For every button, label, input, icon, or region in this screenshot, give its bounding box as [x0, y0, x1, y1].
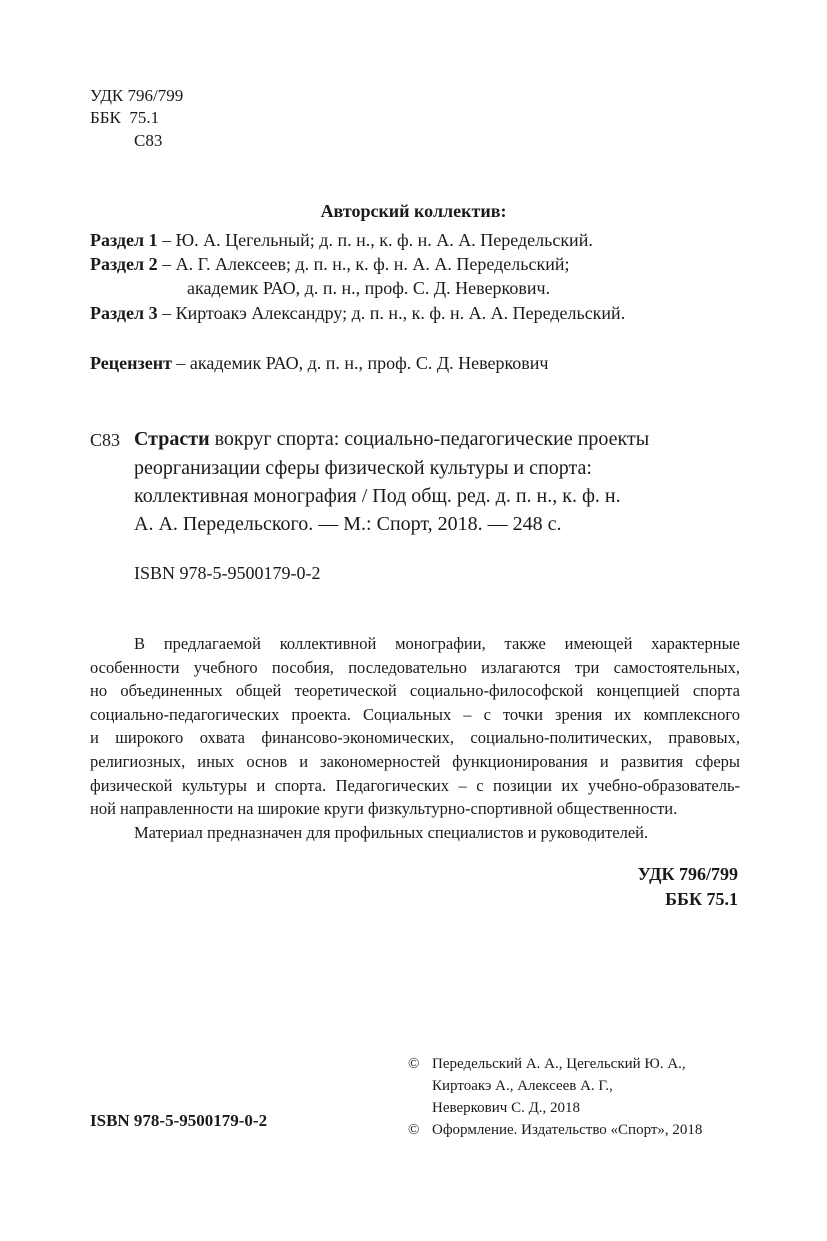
section-label: Раздел 3 — [90, 303, 158, 323]
annotation-line: но объединенных общей теоретической социально-философской концепцией спорта — [90, 681, 740, 701]
annotation-line: особенности учебного пособия, последовательно излагаются три самостоятельных, — [90, 657, 740, 677]
reviewer-text: – академик РАО, д. п. н., проф. С. Д. Неверкович — [171, 353, 549, 373]
copyright-line: Киртоакэ А., Алексеев А. Г., — [432, 1078, 613, 1094]
authors-title: Авторский коллектив: — [320, 201, 507, 221]
section-authors: – А. Г. Алексеев; д. п. н., к. ф. н. А. А. Передельский; — [157, 254, 570, 274]
copyright-symbol: © — [408, 1122, 420, 1138]
isbn: ISBN 978-5-9500179-0-2 — [134, 563, 321, 583]
copyright-line: Передельский А. А., Цегельский Ю. А., — [432, 1056, 686, 1072]
author-section-2 — [90, 252, 569, 276]
udk-code-right: УДК 796/799 — [637, 864, 738, 884]
annotation-line: и широкого охвата финансово-экономических, социально-политических, правовых, — [90, 728, 740, 748]
udk-code: УДК 796/799 — [90, 86, 184, 105]
annotation-line: физической культуры и спорта. Педагогических – с позиции их учебно-образователь- — [90, 775, 740, 795]
bib-line-1 — [134, 425, 649, 453]
annotation-line: В предлагаемой коллективной монографии, также имеющей характерные — [134, 634, 740, 653]
bib-line-3: коллективная монография / Под общ. ред. д. п. н., к. ф. н. — [134, 485, 621, 507]
reviewer — [90, 351, 549, 375]
annotation-line: религиозных, иных основ и закономерностей функционирования и развития сферы — [90, 751, 740, 771]
author-section-1 — [90, 228, 593, 252]
bib-author-sign: С83 — [90, 430, 121, 450]
author-sign: С83 — [134, 131, 163, 150]
copyright-design — [408, 1119, 702, 1141]
author-section-2-continued: академик РАО, д. п. н., проф. С. Д. Неверкович. — [187, 278, 551, 298]
annotation — [90, 632, 740, 844]
section-authors: – Ю. А. Цегельный; д. п. н., к. ф. н. А. А. Передельский. — [157, 230, 593, 250]
annotation-line: социально-педагогических проекта. Социальных – с точки зрения их комплексного — [90, 704, 740, 724]
copyright-line: Оформление. Издательство «Спорт», 2018 — [432, 1122, 703, 1138]
section-authors: – Киртоакэ Александру; д. п. н., к. ф. н. А. А. Передельский. — [157, 303, 626, 323]
copyright-authors — [408, 1053, 702, 1119]
annotation-purpose: Материал предназначен для профильных специалистов и руководителей. — [134, 822, 649, 842]
book-title-rest: вокруг спорта: социально-педагогические проекты — [209, 428, 650, 450]
isbn-bottom: ISBN 978-5-9500179-0-2 — [90, 1111, 268, 1130]
bib-line-2: реорганизации сферы физической культуры и спорта: — [134, 457, 592, 479]
reviewer-label: Рецензент — [90, 353, 172, 373]
author-section-3 — [90, 301, 625, 325]
annotation-line: ной направленности на широкие круги физкультурно-спортивной общественности. — [90, 799, 678, 819]
copyright-line: Неверкович С. Д., 2018 — [432, 1100, 581, 1116]
bbk-code-right: ББК 75.1 — [665, 889, 738, 909]
book-title: Страсти — [134, 428, 210, 450]
copyright-symbol: © — [408, 1056, 420, 1072]
section-label: Раздел 1 — [90, 230, 158, 250]
section-label: Раздел 2 — [90, 254, 158, 274]
copyright-block — [408, 1053, 702, 1141]
bib-line-4: А. А. Передельского. — М.: Спорт, 2018. — 248 с. — [134, 513, 562, 535]
bbk-code: ББК 75.1 — [90, 108, 160, 127]
